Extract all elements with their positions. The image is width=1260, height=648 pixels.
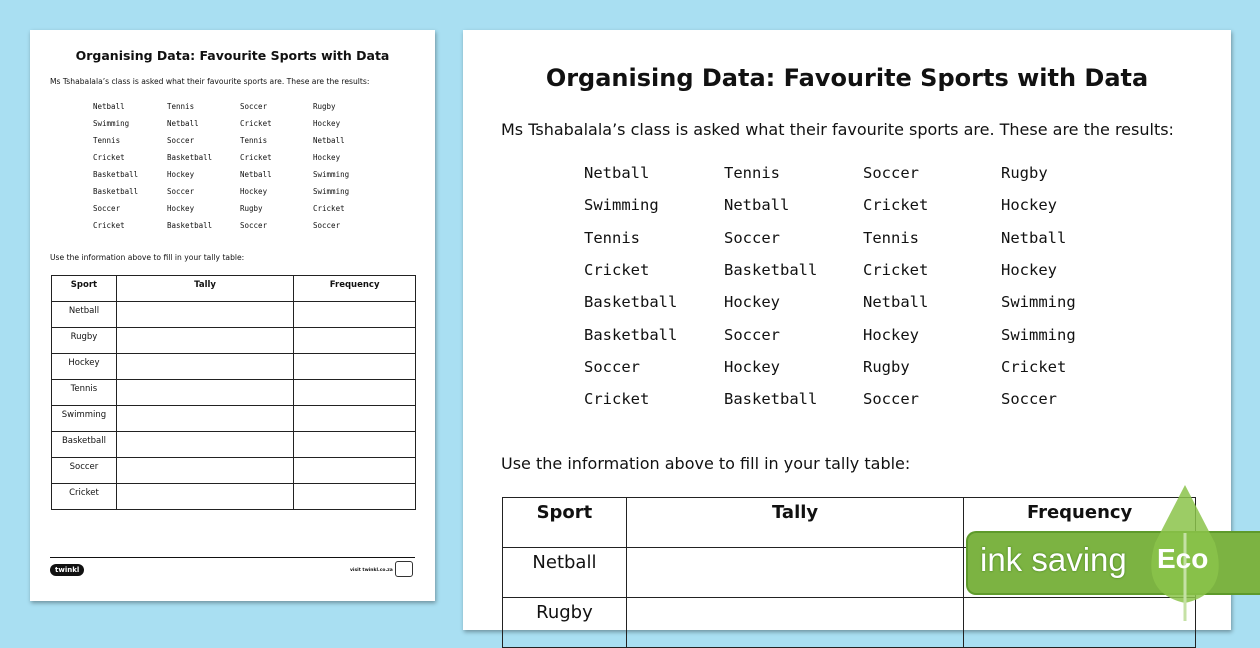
result-word: Cricket: [584, 260, 650, 279]
column-header: Frequency: [294, 276, 416, 302]
result-word: Basketball: [584, 325, 678, 344]
instruction-text: Use the information above to fill in your tally table:: [50, 253, 245, 262]
frequency-cell[interactable]: [294, 380, 416, 406]
sport-cell: Tennis: [52, 380, 117, 406]
result-word: Rugby: [313, 102, 336, 111]
worksheet-title: Organising Data: Favourite Sports with Data: [75, 48, 390, 63]
footer-divider: [50, 557, 415, 558]
result-word: Tennis: [167, 102, 195, 111]
result-word: Swimming: [313, 187, 350, 196]
table-row: [52, 328, 416, 354]
result-word: Tennis: [863, 228, 919, 247]
intro-text: Ms Tshabalala’s class is asked what their favourite sports are. These are the results:: [501, 120, 1174, 139]
sport-cell: Swimming: [52, 406, 117, 432]
table-row: [52, 302, 416, 328]
result-word: Basketball: [167, 221, 213, 230]
result-word: Soccer: [167, 136, 195, 145]
result-word: Netball: [1001, 228, 1067, 247]
result-word: Cricket: [863, 260, 929, 279]
result-word: Soccer: [724, 325, 780, 344]
result-word: Cricket: [313, 204, 345, 213]
tally-cell[interactable]: [116, 354, 293, 380]
result-word: Hockey: [724, 357, 780, 376]
result-word: Hockey: [724, 293, 780, 312]
result-word: Basketball: [93, 187, 139, 196]
worksheet-title: Organising Data: Favourite Sports with Data: [545, 64, 1149, 92]
table-row: [52, 432, 416, 458]
sport-cell: Rugby: [52, 328, 117, 354]
tally-table: [51, 275, 416, 510]
tally-cell[interactable]: [626, 598, 963, 648]
worksheet-thumbnail[interactable]: [30, 30, 435, 601]
result-word: Cricket: [240, 119, 272, 128]
tally-cell[interactable]: [116, 406, 293, 432]
result-word: Hockey: [167, 204, 195, 213]
tally-cell[interactable]: [116, 484, 293, 510]
tally-cell[interactable]: [116, 380, 293, 406]
result-word: Basketball: [584, 293, 678, 312]
column-header: Tally: [116, 276, 293, 302]
result-word: Tennis: [584, 228, 640, 247]
table-row: [52, 484, 416, 510]
sport-cell: Soccer: [52, 458, 117, 484]
column-header: Tally: [626, 498, 963, 548]
sport-cell: Hockey: [52, 354, 117, 380]
result-word: Soccer: [93, 204, 121, 213]
result-word: Hockey: [167, 170, 195, 179]
result-word: Swimming: [313, 170, 350, 179]
column-header: Sport: [503, 498, 627, 548]
footer-url: visit twinkl.co.za: [350, 568, 393, 573]
ink-saving-label: ink saving: [980, 541, 1127, 578]
table-row: [52, 354, 416, 380]
result-word: Hockey: [1001, 196, 1057, 215]
result-word: Soccer: [240, 221, 268, 230]
result-word: Soccer: [724, 228, 780, 247]
tally-cell[interactable]: [116, 302, 293, 328]
sport-cell: Netball: [503, 548, 627, 598]
frequency-cell[interactable]: [294, 432, 416, 458]
column-header: Sport: [52, 276, 117, 302]
frequency-cell[interactable]: [294, 406, 416, 432]
result-word: Rugby: [863, 357, 910, 376]
sport-cell: Rugby: [503, 598, 627, 648]
tally-cell[interactable]: [116, 458, 293, 484]
badge-icon: [395, 561, 413, 577]
frequency-cell[interactable]: [294, 328, 416, 354]
frequency-cell[interactable]: [294, 458, 416, 484]
result-word: Tennis: [724, 164, 780, 182]
result-word: Basketball: [167, 153, 213, 162]
result-word: Rugby: [1001, 164, 1048, 182]
eco-label: Eco: [1157, 543, 1209, 574]
result-word: Cricket: [93, 221, 125, 230]
result-word: Tennis: [240, 136, 268, 145]
result-word: Soccer: [1001, 390, 1057, 409]
sport-cell: Netball: [52, 302, 117, 328]
result-word: Swimming: [93, 119, 130, 128]
result-word: Basketball: [93, 170, 139, 179]
tally-cell[interactable]: [116, 432, 293, 458]
result-word: Netball: [724, 196, 790, 215]
result-word: Basketball: [724, 260, 818, 279]
result-word: Hockey: [863, 325, 919, 344]
result-word: Cricket: [584, 390, 650, 409]
tally-cell[interactable]: [626, 548, 963, 598]
result-word: Soccer: [584, 357, 640, 376]
result-word: Soccer: [313, 221, 341, 230]
result-word: Cricket: [1001, 357, 1067, 376]
twinkl-logo: twinkl: [50, 564, 84, 576]
table-row: [52, 406, 416, 432]
result-word: Hockey: [313, 119, 341, 128]
result-word: Soccer: [240, 102, 268, 111]
table-row: [503, 598, 1196, 648]
result-word: Netball: [240, 170, 272, 179]
result-word: Basketball: [724, 390, 818, 409]
sport-cell: Cricket: [52, 484, 117, 510]
result-word: Tennis: [93, 136, 121, 145]
result-word: Soccer: [863, 390, 919, 409]
frequency-cell[interactable]: [294, 302, 416, 328]
instruction-text: Use the information above to fill in your tally table:: [501, 454, 911, 473]
table-row: [52, 458, 416, 484]
result-word: Netball: [93, 102, 125, 111]
result-word: Cricket: [93, 153, 125, 162]
column-header: Frequency: [964, 498, 1196, 548]
frequency-cell[interactable]: [294, 484, 416, 510]
intro-text: Ms Tshabalala’s class is asked what their favourite sports are. These are the results:: [50, 77, 370, 86]
result-word: Hockey: [313, 153, 341, 162]
result-word: Hockey: [240, 187, 268, 196]
result-word: Cricket: [240, 153, 272, 162]
table-row: [52, 380, 416, 406]
sport-cell: Basketball: [52, 432, 117, 458]
tally-cell[interactable]: [116, 328, 293, 354]
result-word: Netball: [167, 119, 199, 128]
frequency-cell[interactable]: [294, 354, 416, 380]
result-word: Netball: [584, 164, 650, 182]
result-word: Hockey: [1001, 260, 1057, 279]
result-word: Soccer: [863, 164, 919, 182]
result-word: Swimming: [584, 196, 659, 215]
result-word: Swimming: [1001, 293, 1076, 312]
result-word: Netball: [863, 293, 929, 312]
result-word: Cricket: [863, 196, 929, 215]
result-word: Soccer: [167, 187, 195, 196]
result-word: Rugby: [240, 204, 263, 213]
result-word: Netball: [313, 136, 345, 145]
result-word: Swimming: [1001, 325, 1076, 344]
